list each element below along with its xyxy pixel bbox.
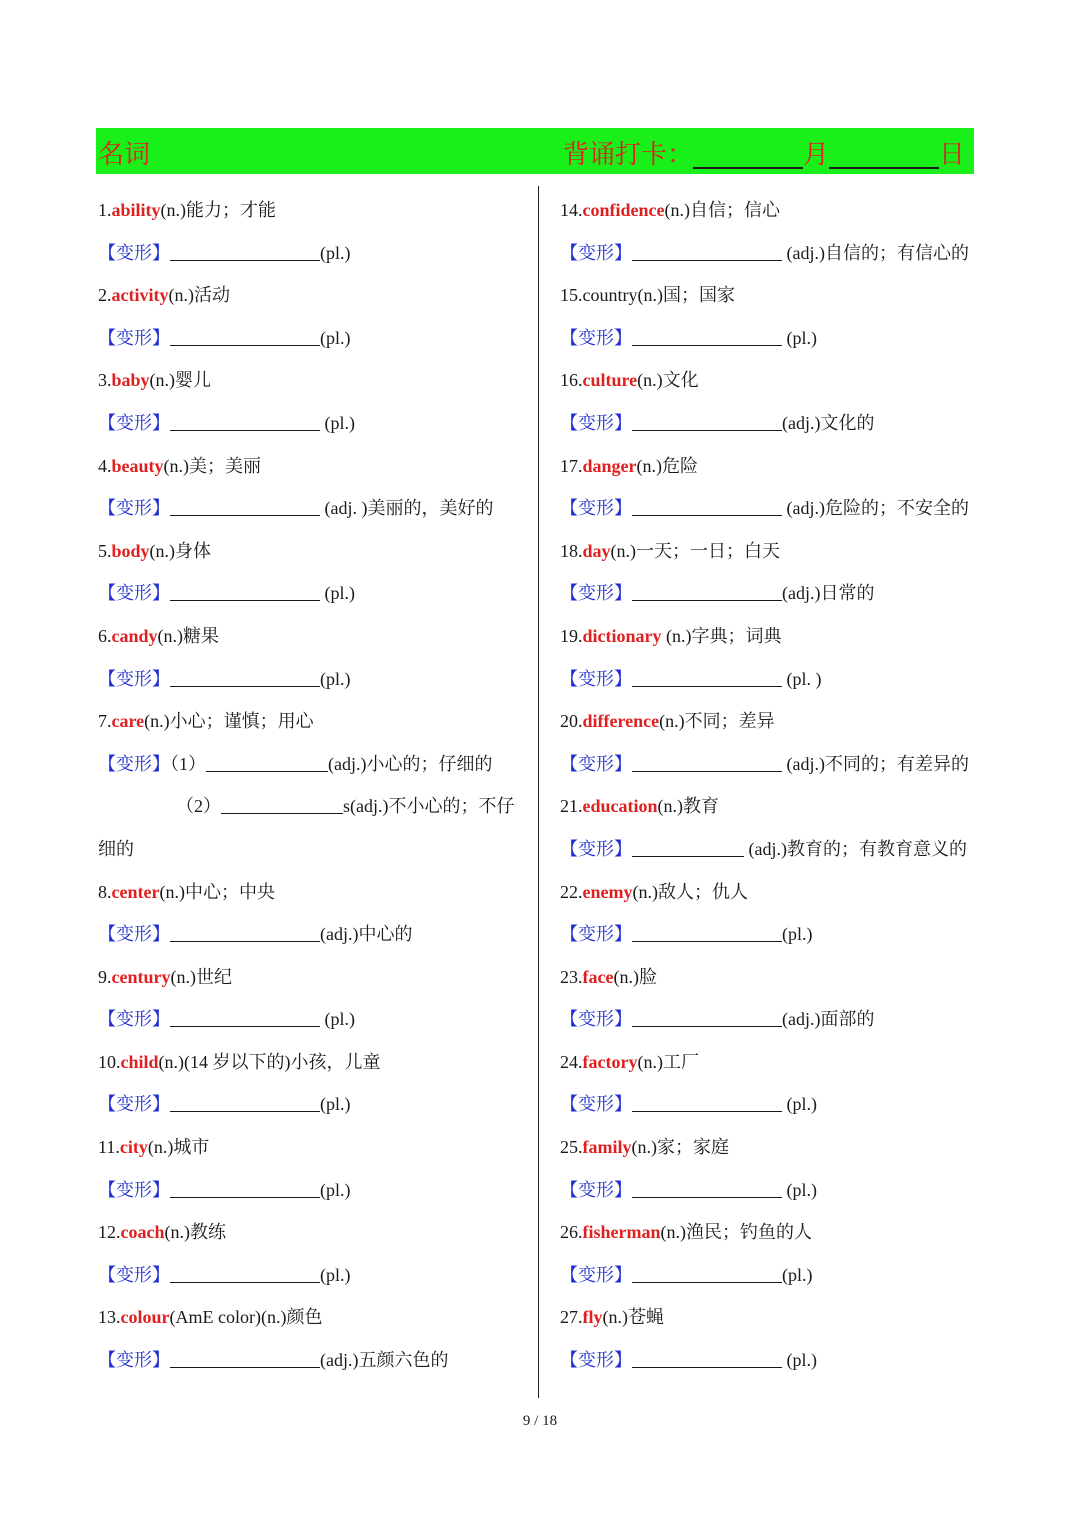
right-column xyxy=(560,196,990,1389)
answer-blank xyxy=(170,325,320,346)
checkin-text: 背诵打卡： xyxy=(563,140,694,170)
left-column xyxy=(98,196,528,1389)
checkin-label xyxy=(563,134,965,171)
entry-definition: (n.)美；美丽 xyxy=(163,455,262,476)
form-hint: (adj.)文化的 xyxy=(782,412,875,433)
form-line xyxy=(560,409,990,452)
answer-blank xyxy=(170,410,320,431)
vocab-entry xyxy=(98,281,528,324)
answer-blank xyxy=(632,751,782,772)
entry-number: 9. xyxy=(98,966,112,987)
form-line xyxy=(98,409,528,452)
form-line xyxy=(560,1261,990,1304)
section-title: 名词 xyxy=(98,140,151,170)
vocab-entry xyxy=(98,452,528,495)
vocab-word: culture xyxy=(582,370,638,391)
continuation-text xyxy=(98,835,528,878)
transform-tag: 【变形】 xyxy=(560,327,632,349)
entry-number: 4. xyxy=(98,455,112,476)
vocab-entry xyxy=(98,1303,528,1346)
vocab-word: ability xyxy=(111,200,161,220)
entry-definition: (n.)渔民；钓鱼的人 xyxy=(660,1222,812,1243)
vocab-word: danger xyxy=(582,455,637,476)
transform-tag: 【变形】 xyxy=(560,1264,632,1286)
entry-definition: (n.)婴儿 xyxy=(149,370,212,391)
form-hint: (pl.) xyxy=(320,1094,351,1115)
form-hint: (adj.)不同的；有差异的 xyxy=(782,753,969,774)
vocab-word: face xyxy=(582,966,614,987)
entry-definition: (n.)一天；一日；白天 xyxy=(610,540,781,561)
form-line xyxy=(98,579,528,622)
answer-blank xyxy=(170,1262,320,1283)
entry-number: 2. xyxy=(98,285,112,306)
entry-definition: (n.)危险 xyxy=(636,455,698,476)
answer-blank xyxy=(170,1347,320,1368)
vocab-entry xyxy=(560,1133,990,1176)
entry-definition: country(n.)国；国家 xyxy=(582,285,735,306)
vocab-entry xyxy=(560,281,990,324)
entry-definition: (n.)糖果 xyxy=(157,625,220,646)
form-hint: (pl.) xyxy=(320,1009,355,1030)
form-hint: (pl.) xyxy=(782,924,813,945)
form-line xyxy=(98,1346,528,1389)
form-hint: (pl. ) xyxy=(782,668,822,689)
entry-number: 1. xyxy=(98,200,112,220)
answer-blank xyxy=(632,1006,782,1027)
column-divider xyxy=(538,186,539,1398)
entry-number: 10. xyxy=(98,1051,121,1072)
entry-number: 18. xyxy=(560,540,583,561)
vocab-entry xyxy=(560,963,990,1006)
entry-number: 25. xyxy=(560,1137,583,1158)
vocab-word: education xyxy=(582,796,658,817)
vocab-word: city xyxy=(119,1137,148,1158)
form-line xyxy=(560,665,990,708)
entry-definition: (AmE color)(n.)颜色 xyxy=(169,1307,323,1328)
transform-tag: 【变形】 xyxy=(560,242,632,264)
entry-definition: (n.)不同；差异 xyxy=(659,711,775,732)
form-hint: (adj.)五颜六色的 xyxy=(320,1350,449,1371)
form-hint: (pl.) xyxy=(320,1264,351,1285)
answer-blank xyxy=(170,921,320,942)
form-hint: (adj.)中心的 xyxy=(320,924,413,945)
answer-blank xyxy=(170,1006,320,1027)
form-line xyxy=(98,1090,528,1133)
form-line xyxy=(98,1176,528,1219)
vocab-entry xyxy=(560,622,990,665)
form-index: （1） xyxy=(170,753,206,774)
vocab-entry xyxy=(560,1048,990,1091)
form-hint: (adj.)面部的 xyxy=(782,1009,875,1030)
form-hint: (pl.) xyxy=(320,1179,351,1200)
form-hint: (pl.) xyxy=(320,327,351,348)
transform-tag: 【变形】 xyxy=(560,753,632,775)
vocab-word: century xyxy=(111,966,171,987)
vocab-word: confidence xyxy=(582,200,665,220)
entry-definition: (n.)字典；词典 xyxy=(661,625,782,646)
transform-tag: 【变形】 xyxy=(98,1179,170,1201)
form-line xyxy=(98,239,528,282)
entry-number: 3. xyxy=(98,370,112,391)
answer-blank xyxy=(206,751,328,772)
entry-definition: (n.)城市 xyxy=(147,1137,210,1158)
form-hint: (pl.) xyxy=(782,1094,817,1115)
entry-definition: (n.)中心；中央 xyxy=(159,881,275,902)
answer-blank xyxy=(632,836,744,857)
answer-blank xyxy=(170,580,320,601)
transform-tag: 【变形】 xyxy=(560,924,632,946)
entry-number: 26. xyxy=(560,1222,583,1243)
entry-number: 16. xyxy=(560,370,583,391)
transform-tag: 【变形】 xyxy=(98,1009,170,1031)
entry-definition: (n.)敌人；仇人 xyxy=(632,881,748,902)
answer-blank xyxy=(170,495,320,516)
entry-definition: (n.)苍蝇 xyxy=(602,1307,664,1328)
transform-tag: 【变形】 xyxy=(98,498,170,520)
vocab-word: difference xyxy=(582,711,660,732)
answer-blank xyxy=(632,1177,782,1198)
entry-definition: (n.)家；家庭 xyxy=(631,1137,729,1158)
answer-blank xyxy=(632,495,782,516)
entry-number: 27. xyxy=(560,1307,583,1328)
transform-tag: 【变形】 xyxy=(560,1179,632,1201)
vocab-entry xyxy=(98,1048,528,1091)
answer-blank xyxy=(170,240,320,261)
form-hint: s(adj.)不小心的；不仔 xyxy=(343,796,515,817)
entry-definition: (n.)文化 xyxy=(637,370,699,391)
entry-definition: (n.)自信；信心 xyxy=(664,200,780,220)
transform-tag: 【变形】 xyxy=(98,412,170,434)
vocab-word: colour xyxy=(120,1307,170,1328)
vocab-word: center xyxy=(111,881,160,902)
form-line xyxy=(98,920,528,963)
transform-tag: 【变形】 xyxy=(98,583,170,605)
vocab-word: fisherman xyxy=(582,1222,661,1243)
form-index: （2） xyxy=(176,796,221,817)
form-line xyxy=(560,579,990,622)
transform-tag: 【变形】 xyxy=(560,1009,632,1031)
month-blank xyxy=(693,141,803,169)
transform-tag: 【变形】 xyxy=(560,412,632,434)
entry-number: 22. xyxy=(560,881,583,902)
entry-number: 17. xyxy=(560,455,583,476)
entry-number: 8. xyxy=(98,881,112,902)
form-hint: (pl.) xyxy=(782,1264,813,1285)
form-hint: (pl.) xyxy=(320,583,355,604)
vocab-word: factory xyxy=(582,1051,638,1072)
form-hint: (adj.)教育的；有教育意义的 xyxy=(744,838,967,859)
entry-definition: (n.)教育 xyxy=(657,796,720,817)
entry-number: 7. xyxy=(98,711,112,732)
vocab-word: family xyxy=(582,1137,632,1158)
form-line xyxy=(560,324,990,367)
vocab-entry xyxy=(560,707,990,750)
vocab-word: activity xyxy=(111,285,169,306)
day-blank xyxy=(829,141,939,169)
entry-definition: (n.)小心；谨慎；用心 xyxy=(144,711,314,732)
vocab-entry xyxy=(98,1133,528,1176)
form-hint: (pl.) xyxy=(782,1179,817,1200)
vocab-word: body xyxy=(111,540,150,561)
vocab-word: child xyxy=(120,1051,159,1072)
form-line xyxy=(560,750,990,793)
transform-tag: 【变形】 xyxy=(560,668,632,690)
vocab-entry xyxy=(98,707,528,750)
answer-blank xyxy=(632,325,782,346)
vocab-entry xyxy=(98,963,528,1006)
entry-number: 19. xyxy=(560,625,583,646)
form-line xyxy=(560,835,990,878)
entry-number: 6. xyxy=(98,625,112,646)
form-line xyxy=(98,665,528,708)
answer-blank xyxy=(632,580,782,601)
vocab-entry xyxy=(98,537,528,580)
transform-tag: 【变形】 xyxy=(98,924,170,946)
entry-number: 11. xyxy=(98,1137,120,1158)
answer-blank xyxy=(632,410,782,431)
form-line xyxy=(560,920,990,963)
entry-number: 24. xyxy=(560,1051,583,1072)
entry-number: 14. xyxy=(560,200,583,220)
entry-definition: (n.)活动 xyxy=(168,285,230,306)
transform-tag: 【变形】 xyxy=(560,498,632,520)
vocab-word: coach xyxy=(120,1222,165,1243)
answer-blank xyxy=(632,1347,782,1368)
answer-blank xyxy=(632,921,782,942)
vocab-entry xyxy=(560,452,990,495)
form-line xyxy=(98,1005,528,1048)
transform-tag: 【变形】 xyxy=(560,838,632,860)
entry-definition: (n.)教练 xyxy=(164,1222,226,1243)
entry-definition: (n.)(14 岁以下的)小孩，儿童 xyxy=(158,1051,381,1072)
vocab-word: dictionary xyxy=(582,625,662,646)
form-line xyxy=(560,1005,990,1048)
transform-tag: 【变形】 xyxy=(98,242,170,264)
form-hint: (pl.) xyxy=(320,668,351,689)
form-hint: (pl.) xyxy=(782,1350,817,1371)
transform-tag: 【变形】 xyxy=(98,1094,170,1116)
vocab-entry xyxy=(98,196,528,239)
form-hint: (pl.) xyxy=(782,327,817,348)
form-hint: (pl.) xyxy=(320,412,355,433)
answer-blank xyxy=(170,1091,320,1112)
form-hint: (adj. )美丽的，美好的 xyxy=(320,498,494,519)
answer-blank xyxy=(632,1262,782,1283)
form-line xyxy=(560,1090,990,1133)
form-line xyxy=(560,1176,990,1219)
vocab-entry xyxy=(560,878,990,921)
vocab-entry xyxy=(560,1303,990,1346)
vocab-entry xyxy=(98,622,528,665)
vocab-entry xyxy=(560,792,990,835)
vocab-word: care xyxy=(111,711,145,732)
form-line xyxy=(560,1346,990,1389)
answer-blank xyxy=(221,793,343,814)
entry-number: 15. xyxy=(560,285,583,306)
entry-number: 23. xyxy=(560,966,583,987)
transform-tag: 【变形】 xyxy=(560,1350,632,1372)
continuation-text: 细的 xyxy=(98,838,134,859)
transform-tag: 【变形】 xyxy=(560,583,632,605)
vocab-word: beauty xyxy=(111,455,164,476)
entry-definition: (n.)工厂 xyxy=(637,1051,699,1072)
form-hint: (adj.)日常的 xyxy=(782,583,875,604)
vocab-word: fly xyxy=(582,1307,603,1328)
answer-blank xyxy=(170,666,320,687)
form-line xyxy=(560,494,990,537)
vocab-word: baby xyxy=(111,370,150,391)
vocab-entry xyxy=(98,878,528,921)
entry-definition: (n.)脸 xyxy=(613,966,657,987)
vocab-entry xyxy=(98,1218,528,1261)
form-line xyxy=(98,792,528,835)
answer-blank xyxy=(632,1091,782,1112)
form-line xyxy=(560,239,990,282)
form-line xyxy=(98,1261,528,1304)
entry-definition: (n.)世纪 xyxy=(170,966,232,987)
header-bar xyxy=(96,128,974,174)
day-label: 日 xyxy=(939,140,966,170)
form-hint: (adj.)自信的；有信心的 xyxy=(782,242,969,263)
vocab-word: enemy xyxy=(582,881,633,902)
entry-number: 12. xyxy=(98,1222,121,1243)
form-hint: (adj.)危险的；不安全的 xyxy=(782,498,969,519)
answer-blank xyxy=(632,240,782,261)
vocab-word: day xyxy=(582,540,611,561)
entry-number: 21. xyxy=(560,796,583,817)
entry-number: 5. xyxy=(98,540,112,561)
vocab-entry xyxy=(560,1218,990,1261)
transform-tag: 【变形】 xyxy=(98,1264,170,1286)
answer-blank xyxy=(170,1177,320,1198)
month-label: 月 xyxy=(803,140,830,170)
page-number: 9 / 18 xyxy=(522,1413,558,1429)
transform-tag: 【变形】 xyxy=(98,753,170,775)
form-hint: (pl.) xyxy=(320,242,351,263)
entry-definition: (n.)身体 xyxy=(149,540,212,561)
transform-tag: 【变形】 xyxy=(98,668,170,690)
vocab-entry xyxy=(560,537,990,580)
entry-number: 20. xyxy=(560,711,583,732)
entry-definition: (n.)能力；才能 xyxy=(160,200,277,220)
answer-blank xyxy=(632,666,782,687)
transform-tag: 【变形】 xyxy=(560,1094,632,1116)
form-hint: (adj.)小心的；仔细的 xyxy=(328,753,493,774)
vocab-entry xyxy=(560,366,990,409)
vocab-word: candy xyxy=(111,625,158,646)
transform-tag: 【变形】 xyxy=(98,1350,170,1372)
form-line xyxy=(98,750,528,793)
form-line xyxy=(98,494,528,537)
vocab-entry xyxy=(98,366,528,409)
transform-tag: 【变形】 xyxy=(98,327,170,349)
form-line xyxy=(98,324,528,367)
entry-number: 13. xyxy=(98,1307,121,1328)
vocab-entry xyxy=(560,196,990,239)
